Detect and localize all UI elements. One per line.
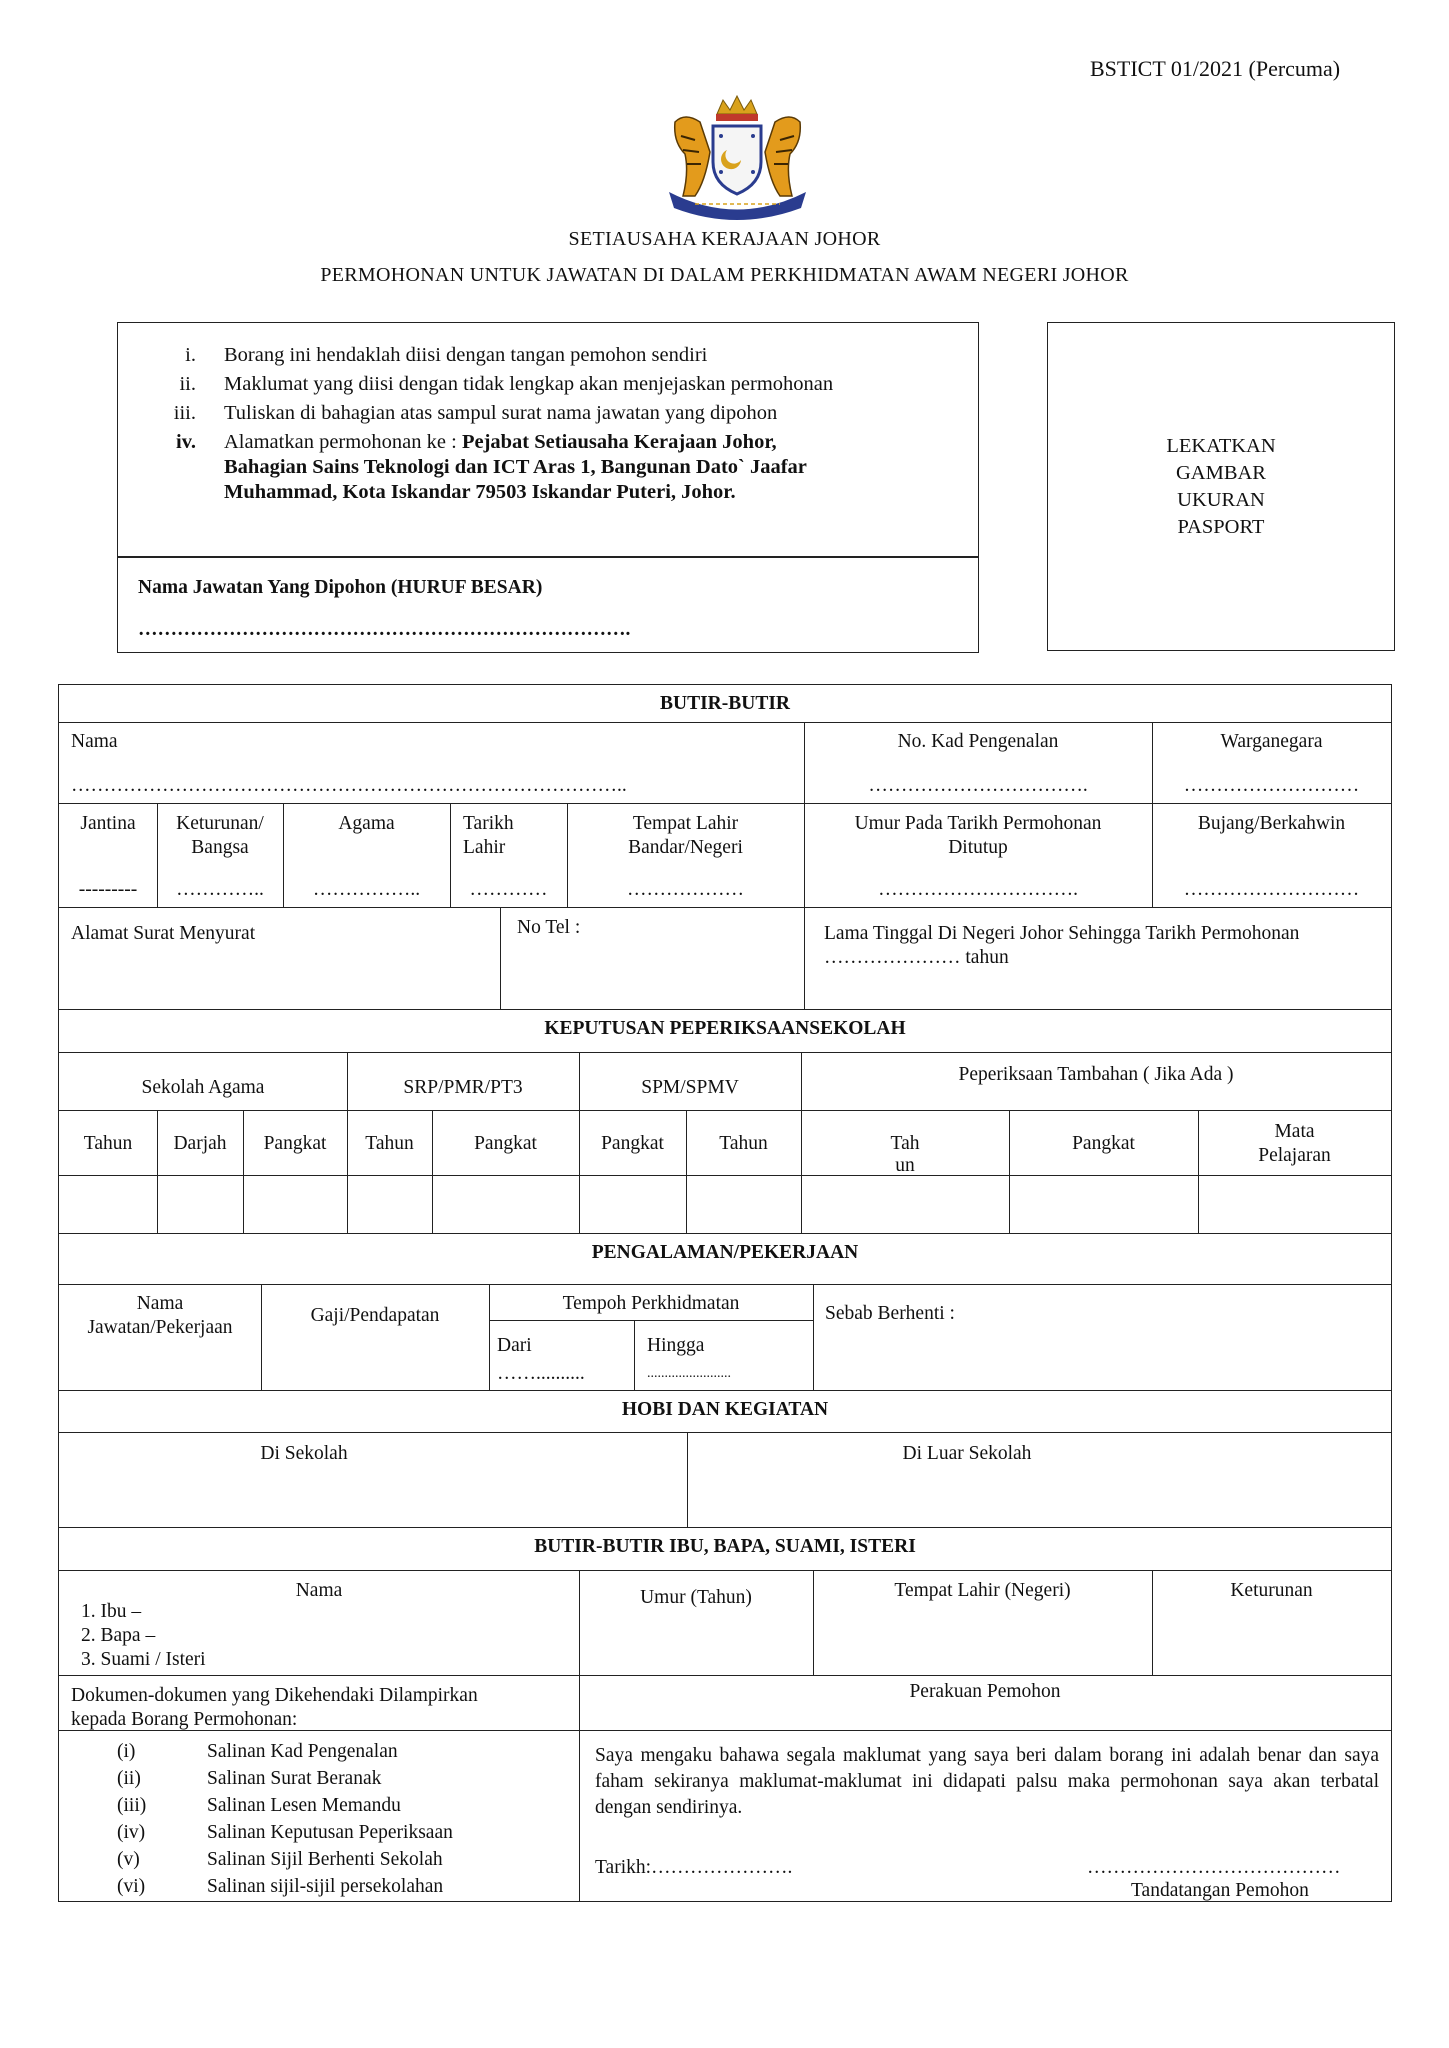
dokumen-num: (iv): [117, 1822, 146, 1843]
tarikh-label-1: Tarikh: [463, 813, 514, 834]
instructions-list: [138, 343, 864, 509]
perakuan-tarikh[interactable]: Tarikh:………………….: [595, 1857, 793, 1878]
sub-tahun: Tahun: [719, 1133, 768, 1154]
keluarga-umur: Umur (Tahun): [640, 1587, 752, 1608]
kp-field[interactable]: …………………………….: [868, 775, 1088, 796]
dokumen-title-2: kepada Borang Permohonan:: [71, 1709, 298, 1730]
keluarga-bapa: 2. Bapa –: [81, 1625, 156, 1646]
keluarga-keturunan: Keturunan: [1230, 1580, 1313, 1601]
jantina-label: Jantina: [80, 813, 136, 834]
photo-box[interactable]: LEKATKAN GAMBAR UKURAN PASPORT: [1047, 322, 1395, 651]
keturunan-label-1: Keturunan/: [176, 813, 264, 834]
col-spm: SPM/SPMV: [641, 1077, 739, 1098]
keturunan-label-2: Bangsa: [191, 837, 249, 858]
perakuan-sign-field[interactable]: …………………………………: [1087, 1857, 1341, 1878]
sub-pangkat: Pangkat: [601, 1133, 664, 1154]
jawatan-dots[interactable]: ………………………………………………………………….: [138, 619, 631, 640]
perakuan-sign-label: Tandatangan Pemohon: [1131, 1880, 1309, 1901]
pengalaman-dari: Dari: [497, 1335, 532, 1356]
hobi-luar: Di Luar Sekolah: [902, 1443, 1032, 1464]
sub-pangkat: Pangkat: [263, 1133, 327, 1154]
dokumen-num: (i): [117, 1741, 136, 1762]
sub-mata-2: Pelajaran: [1258, 1145, 1331, 1166]
nama-label: Nama: [71, 731, 118, 752]
keluarga-tempat: Tempat Lahir (Negeri): [894, 1580, 1071, 1601]
dokumen-num: (ii): [117, 1768, 141, 1789]
section-keluarga: BUTIR-BUTIR IBU, BAPA, SUAMI, ISTERI: [534, 1536, 916, 1557]
tempat-label-1: Tempat Lahir: [632, 813, 739, 834]
pengalaman-gaji: Gaji/Pendapatan: [310, 1305, 440, 1326]
dokumen-item: Salinan sijil-sijil persekolahan: [207, 1876, 444, 1897]
jawatan-label: Nama Jawatan Yang Dipohon (HURUF BESAR): [138, 577, 543, 598]
status-field[interactable]: ………………………: [1183, 879, 1360, 900]
lama-label: Lama Tinggal Di Negeri Johor Sehingga Tarikh Permohonan: [824, 923, 1300, 944]
sub-tahun: Tahun: [365, 1133, 414, 1154]
keluarga-ibu: 1. Ibu –: [81, 1601, 142, 1622]
pengalaman-hingga: Hingga: [647, 1335, 705, 1356]
dokumen-title-1: Dokumen-dokumen yang Dikehendaki Dilampirkan: [71, 1685, 478, 1706]
agama-label: Agama: [338, 813, 395, 834]
alamat-label: Alamat Surat Menyurat: [71, 923, 256, 944]
col-srp: SRP/PMR/PT3: [403, 1077, 523, 1098]
dokumen-item: Salinan Kad Pengenalan: [207, 1741, 398, 1762]
col-sekolah-agama: Sekolah Agama: [141, 1077, 265, 1098]
instruction-item: i. Borang ini hendaklah diisi dengan tangan pemohon sendiri: [185, 344, 708, 366]
sub-un: un: [895, 1155, 915, 1176]
nama-field[interactable]: …………………………………………………………………………..: [71, 775, 627, 796]
pengalaman-nama-2: Jawatan/Pekerjaan: [87, 1317, 233, 1338]
instructions-box: [117, 322, 979, 558]
dokumen-item: Salinan Sijil Berhenti Sekolah: [207, 1849, 443, 1870]
keluarga-suami: 3. Suami / Isteri: [81, 1649, 206, 1670]
sub-mata-1: Mata: [1274, 1121, 1315, 1142]
pengalaman-dari-field[interactable]: ……..........: [497, 1363, 585, 1384]
agama-field[interactable]: ……………..: [312, 879, 421, 900]
warga-label: Warganegara: [1220, 731, 1323, 752]
header-title: PERMOHONAN UNTUK JAWATAN DI DALAM PERKHIDMATAN AWAM NEGERI JOHOR: [320, 264, 1129, 286]
sub-pangkat: Pangkat: [1072, 1133, 1135, 1154]
section-keputusan: KEPUTUSAN PEPERIKSAANSEKOLAH: [544, 1018, 906, 1039]
header-org: SETIAUSAHA KERAJAAN JOHOR: [568, 228, 881, 250]
dokumen-item: Salinan Lesen Memandu: [207, 1795, 401, 1816]
tarikh-label-2: Lahir: [463, 837, 506, 858]
keturunan-field[interactable]: …………..: [176, 879, 264, 900]
section-hobi: HOBI DAN KEGIATAN: [621, 1399, 829, 1420]
col-tambahan: Peperiksaan Tambahan ( Jika Ada ): [958, 1064, 1234, 1085]
dokumen-num: (vi): [117, 1876, 146, 1897]
application-form-table: [58, 684, 1392, 1902]
dokumen-num: (iii): [117, 1795, 147, 1816]
pengalaman-tempoh: Tempoh Perkhidmatan: [562, 1293, 740, 1314]
pengalaman-hingga-field[interactable]: ........................: [647, 1366, 731, 1381]
section-butir: BUTIR-BUTIR: [659, 693, 791, 714]
tarikh-field[interactable]: …………: [469, 879, 548, 900]
form-code: BSTICT 01/2021 (Percuma): [1090, 56, 1341, 81]
dokumen-item: Salinan Keputusan Peperiksaan: [207, 1822, 453, 1843]
pengalaman-sebab: Sebab Berhenti :: [825, 1303, 955, 1324]
sub-tahun: Tahun: [83, 1133, 133, 1154]
jantina-field[interactable]: ---------: [78, 879, 138, 900]
dokumen-item: Salinan Surat Beranak: [207, 1768, 382, 1789]
tempat-field[interactable]: ………………: [627, 879, 744, 900]
section-pengalaman: PENGALAMAN/PEKERJAAN: [591, 1242, 859, 1263]
instruction-item: iv. Alamatkan permohonan ke : Pejabat Setiausaha Kerajaan Johor, Bahagian Sains Teknologi dan ICT Aras 1, Bangunan Dato` Jaafar Muhammad, Kota Iskandar 79503 Iskandar Puteri, Johor.: [176, 431, 807, 503]
jawatan-box[interactable]: [117, 556, 979, 653]
tempat-label-2: Bandar/Negeri: [628, 837, 743, 858]
perakuan-title: Perakuan Pemohon: [909, 1681, 1061, 1702]
keluarga-nama: Nama: [295, 1580, 343, 1601]
sub-tah: Tah: [890, 1133, 920, 1154]
umur-label-2: Ditutup: [948, 837, 1008, 858]
sub-pangkat: Pangkat: [474, 1133, 537, 1154]
notel-label: No Tel :: [517, 917, 581, 938]
perakuan-text: Saya mengaku bahawa segala maklumat yang saya beri dalam borang ini adalah benar dan saya faham sekiranya maklumat-maklumat ini didapati palsu maka permohonan saya akan terbatal dengan sendirinya.: [595, 1745, 1379, 1818]
lama-field[interactable]: ………………… tahun: [824, 947, 1009, 968]
dokumen-num: (v): [117, 1849, 140, 1870]
status-label: Bujang/Berkahwin: [1197, 813, 1346, 834]
hobi-sekolah: Di Sekolah: [260, 1443, 348, 1464]
umur-field[interactable]: ………………………….: [878, 879, 1078, 900]
warga-field[interactable]: ………………………: [1183, 775, 1360, 796]
umur-label-1: Umur Pada Tarikh Permohonan: [854, 813, 1102, 834]
sub-darjah: Darjah: [173, 1133, 227, 1154]
kp-label: No. Kad Pengenalan: [897, 731, 1059, 752]
johor-coat-of-arms-icon: [655, 92, 820, 222]
instruction-item: ii. Maklumat yang diisi dengan tidak lengkap akan menjejaskan permohonan: [179, 373, 834, 395]
instruction-item: iii. Tuliskan di bahagian atas sampul surat nama jawatan yang dipohon: [173, 402, 778, 424]
pengalaman-nama-1: Nama: [136, 1293, 184, 1314]
